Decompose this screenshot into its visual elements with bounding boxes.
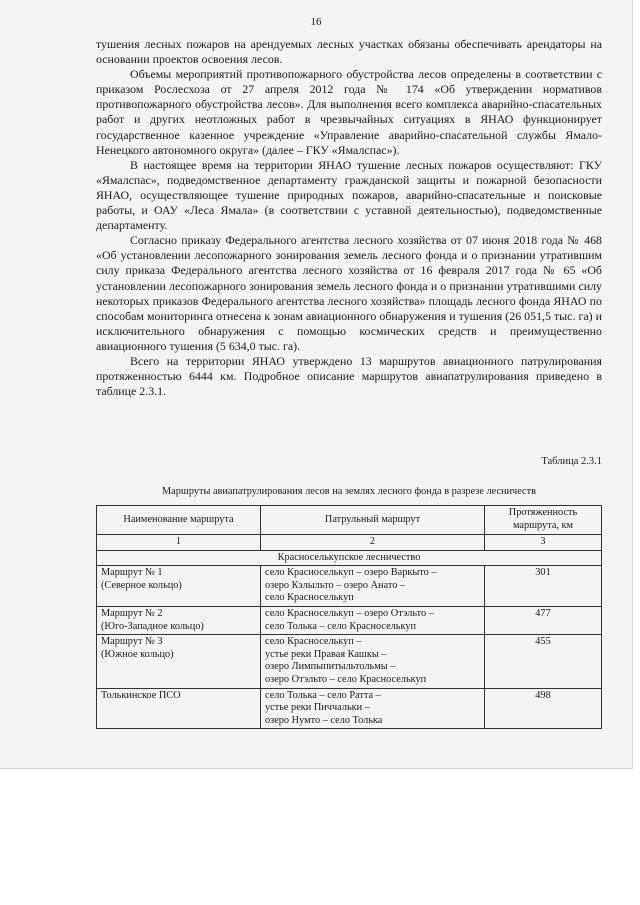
route-name-cell [97,635,261,688]
route-name: Маршрут № 3 [101,636,163,648]
paragraph-1: тушения лесных пожаров на арендуемых лесных участках обязаны обеспечивать арендаторы на основании проектов освоения лесов. [96,37,602,67]
table-label: Таблица 2.3.1 [541,456,602,467]
forestry-section: Красноселькупское лесничество [97,550,602,566]
route-name: Толькинское ПСО [101,689,181,701]
table-section-row [97,550,602,566]
paragraph-5: Всего на территории ЯНАО утверждено 13 маршрутов авиационного патрулирования протяженностью 6444 км. Подробное описание маршрутов авиапатрулирования приведено в таблице 2.3.1. [96,353,602,399]
paragraph-3: В настоящее время на территории ЯНАО тушение лесных пожаров осуществляют: ГКУ «Ямалспас», подведомственное департаменту гражданской защиты и пожарной безопасности ЯНАО, осуществляющее тушение природных пожаров, аварийно-спасательные и поисковые работы, и ОАУ «Леса Ямала» (в соответствии с уставной деятельностью), подведомственные департаменту. [96,157,602,233]
route-line: село Красноселькуп – озеро Варкыто – [265,567,437,579]
paragraph-2: Объемы мероприятий противопожарного обустройства лесов определены в соответствии с приказом Рослесхоза от 27 апреля 2012 года № 174 «Об утверждении нормативов противопожарного обустройства лесов». Для выполнения всего комплекса аварийно-спасательных работ и других неотложных работ в чрезвычайных ситуациях в ЯНАО функционирует государственное казенное учреждение «Управление аварийно-спасательной службы Ямало-Ненецкого автономного округа» (далее – ГКУ «Ямалспас»). [96,67,602,157]
route-name-cell [97,606,261,634]
column-number-3: 3 [485,535,602,551]
patrol-route-cell [261,635,485,688]
route-line: село Красноселькуп – [265,636,362,648]
route-name: Маршрут № 2 [101,607,163,619]
route-subtitle: (Южное кольцо) [101,648,174,660]
header-route-length: Протяженность маршрута, км [485,506,602,535]
route-line: озеро Лимпыпитыльтольмы – [265,661,396,673]
column-number-2: 2 [261,535,485,551]
route-line: село Красноселькуп – озеро Отэльто – [265,607,434,619]
table-number-row [97,535,602,551]
route-line: озеро Отэльто – село Красноселькуп [265,673,427,685]
route-name-cell [97,688,261,729]
table-row [97,566,602,607]
table-header-row [97,506,602,535]
route-line: село Красноселькуп [265,592,354,604]
route-line: устье реки Правая Кашкы – [265,648,387,660]
table-title: Маршруты авиапатрулирования лесов на землях лесного фонда в разрезе лесничеств [162,486,536,497]
route-line: озеро Нумто – село Толька [265,714,383,726]
route-length: 498 [485,688,602,729]
page-number: 16 [310,16,322,28]
body-text [96,37,602,399]
route-line: село Толька – село Ратта – [265,689,381,701]
header-patrol-route: Патрульный маршрут [261,506,485,535]
patrol-route-cell [261,606,485,634]
column-number-1: 1 [97,535,261,551]
route-length: 455 [485,635,602,688]
route-subtitle: (Юго-Западное кольцо) [101,620,204,632]
route-line: село Толька – село Красноселькуп [265,620,417,632]
route-length: 301 [485,566,602,607]
table-row [97,635,602,688]
route-subtitle: (Северное кольцо) [101,579,182,591]
patrol-route-cell [261,688,485,729]
route-length: 477 [485,606,602,634]
route-line: устье реки Пиччальки – [265,702,370,714]
route-name-cell [97,566,261,607]
table-row [97,688,602,729]
table-row [97,606,602,634]
route-name: Маршрут № 1 [101,567,163,579]
header-route-name: Наименование маршрута [97,506,261,535]
patrol-route-cell [261,566,485,607]
route-line: озеро Кэлыльто – озеро Анато – [265,579,406,591]
routes-table [96,505,602,729]
paragraph-4: Согласно приказу Федерального агентства лесного хозяйства от 07 июня 2018 года № 468 «Об установлении лесопожарного зонирования земель лесного фонда и о признании утратившим силу приказа Федерального агентства лесного хозяйства от 16 февраля 2017 года № 65 «Об установлении лесопожарного зонирования земель лесного фонда и о признании утратившими силу некоторых приказов Федерального агентства лесного хозяйства» площадь лесного фонда ЯНАО по способам мониторинга отнесена к зонам авиационного обнаружения и тушения (26 051,5 тыс. га) и исключительного обнаружения с помощью космических средств и преимущественно авиационного тушения (5 634,0 тыс. га). [96,233,602,353]
